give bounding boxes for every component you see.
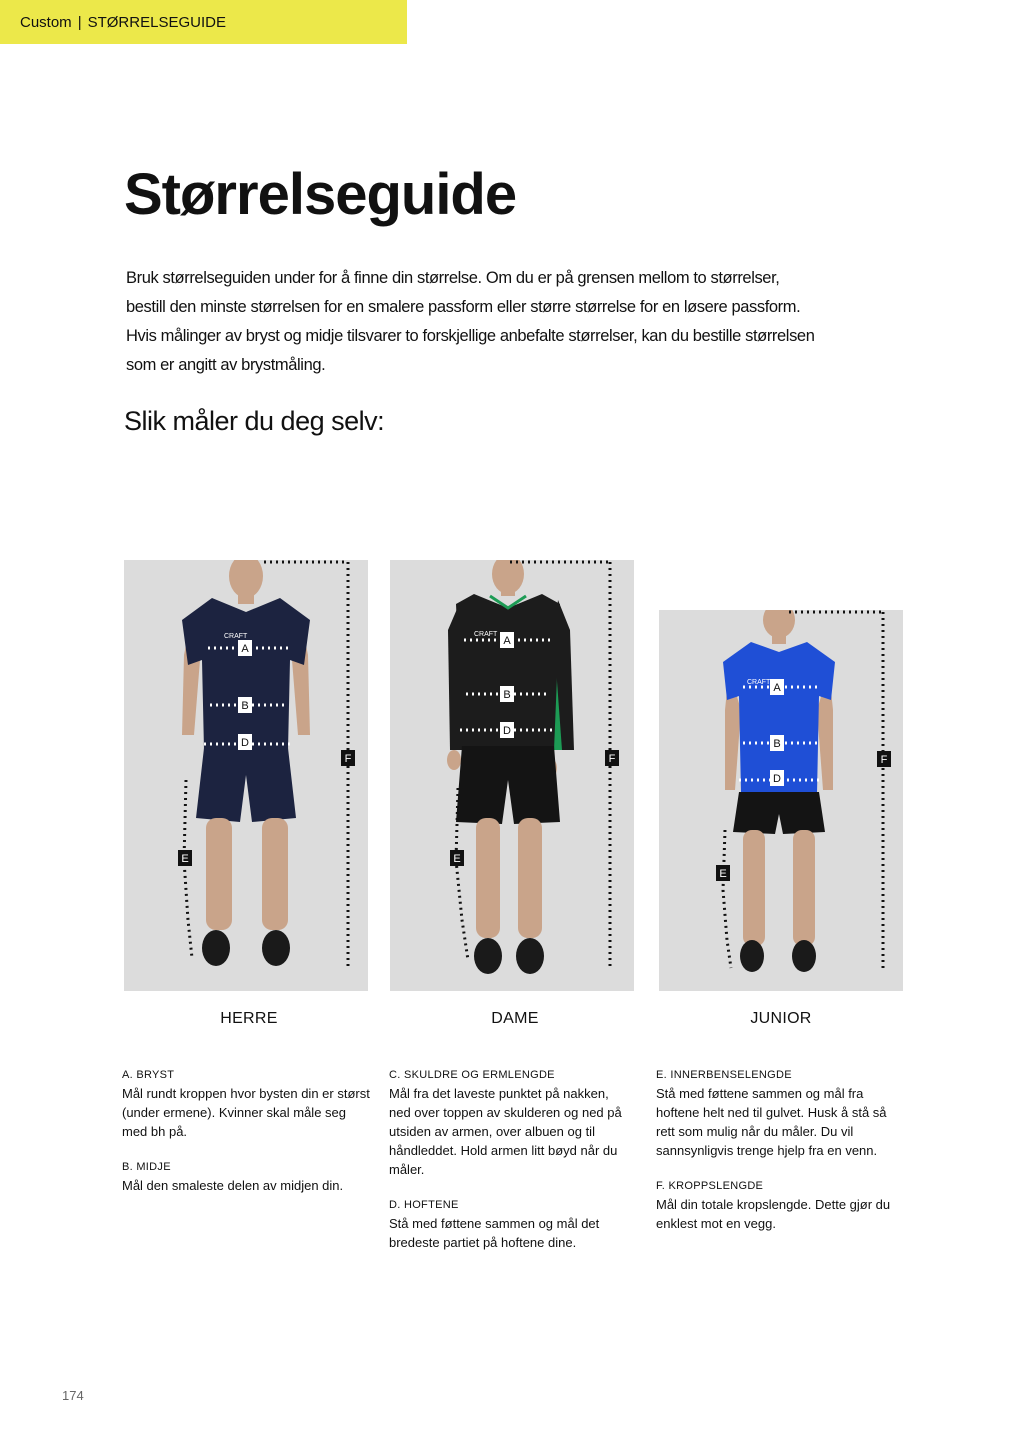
section-tab [0, 0, 407, 44]
instruction-heading: D. HOFTENE [389, 1199, 459, 1211]
instruction-heading: A. BRYST [122, 1069, 175, 1081]
herre-marker-a: A [241, 643, 249, 655]
section-subtitle: Slik måler du deg selv: [124, 406, 385, 436]
caption-herre: HERRE [220, 1010, 278, 1027]
herre-marker-b: B [241, 700, 249, 712]
junior-figure [659, 610, 903, 991]
instructions-column-3 [656, 1067, 892, 1251]
instruction-block [122, 1159, 372, 1195]
instruction-text: Mål rundt kroppen hvor bysten din er størst (under ermene). Kvinner skal måle seg med bh på. [122, 1086, 370, 1139]
herre-brand-print: CRAFT [224, 633, 248, 640]
instructions-column-2 [389, 1067, 625, 1270]
instruction-block [656, 1178, 892, 1233]
instruction-heading: E. INNERBENSELENGDE [656, 1069, 792, 1081]
junior-marker-e: E [719, 868, 727, 880]
instruction-block [122, 1067, 372, 1141]
junior-marker-b: B [773, 738, 781, 750]
caption-dame: DAME [491, 1010, 539, 1027]
page-number: 174 [62, 1388, 84, 1403]
herre-marker-d: D [241, 737, 249, 749]
dame-figure [390, 560, 634, 991]
instruction-block [389, 1197, 625, 1252]
instructions-column-1 [122, 1067, 372, 1213]
instruction-heading: C. SKULDRE OG ERMLENGDE [389, 1069, 555, 1081]
dame-marker-e: E [453, 853, 461, 865]
instruction-block [389, 1067, 625, 1179]
caption-junior: JUNIOR [750, 1010, 812, 1027]
junior-marker-d: D [773, 773, 781, 785]
instruction-heading: F. KROPPSLENGDE [656, 1180, 764, 1192]
instruction-text: Mål den smaleste delen av midjen din. [122, 1178, 344, 1193]
dame-photo [390, 560, 634, 991]
junior-marker-f: F [880, 754, 888, 766]
section-label: STØRRELSEGUIDE [87, 13, 226, 31]
junior-brand-print: CRAFT [747, 679, 771, 686]
tab-separator: | [77, 13, 82, 31]
intro-paragraph: Bruk størrelseguiden under for å finne din størrelse. Om du er på grensen mellom to størrelser, bestill den minste størrelsen for en smalere passform eller større størrelse for en løsere passform. Hvis målinger av bryst og midje tilsvarer to forskjellige anbefalte størrelser, kan du bestille størrelsen som er angitt av brystmåling. [126, 269, 815, 374]
junior-photo [659, 610, 903, 991]
instruction-block [656, 1067, 892, 1160]
herre-figure [124, 560, 368, 991]
dame-brand-print: CRAFT [474, 631, 498, 638]
dame-marker-d: D [503, 725, 511, 737]
junior-marker-a: A [773, 682, 781, 694]
brand-label: Custom [20, 13, 72, 31]
page-title: Størrelseguide [124, 162, 517, 227]
herre-marker-e: E [181, 853, 189, 865]
instruction-heading: B. MIDJE [122, 1161, 171, 1173]
herre-marker-f: F [344, 753, 352, 765]
instruction-text: Mål fra det laveste punktet på nakken, ned over toppen av skulderen og ned på utsiden av armen, over albuen og til håndleddet. Hold armen litt bøyd når du måler. [389, 1086, 622, 1177]
herre-photo [124, 560, 368, 991]
instruction-text: Mål din totale kropslengde. Dette gjør du enklest mot en vegg. [656, 1197, 891, 1231]
instruction-text: Stå med føttene sammen og mål det bredeste partiet på hoftene dine. [389, 1216, 600, 1250]
dame-marker-b: B [503, 689, 511, 701]
instruction-text: Stå med føttene sammen og mål fra hoftene helt ned til gulvet. Husk å stå så rett som mulig når du måler. Du vil sannsynligvis trenge hjelp fra en venn. [656, 1086, 887, 1158]
dame-marker-f: F [608, 753, 616, 765]
dame-marker-a: A [503, 635, 511, 647]
